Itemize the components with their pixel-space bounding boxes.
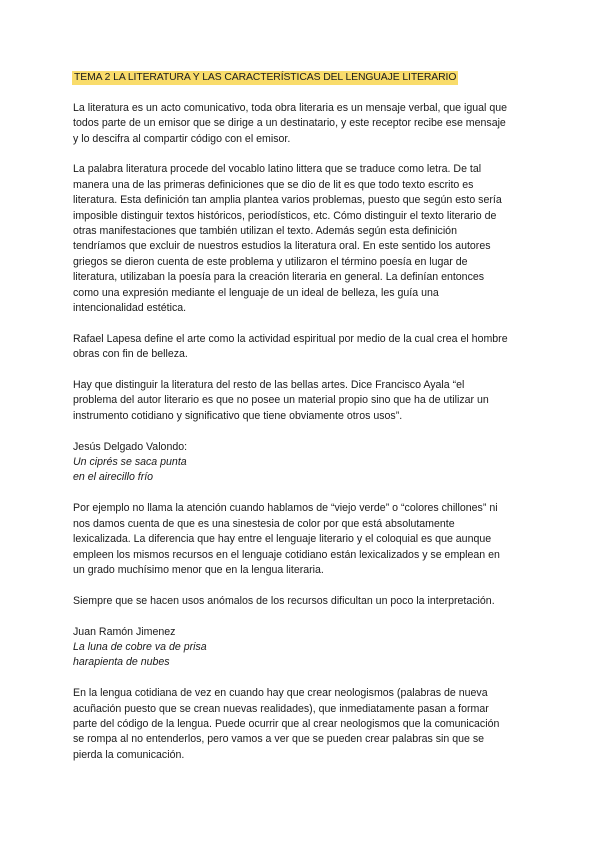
verse-line: La luna de cobre va de prisa — [73, 640, 207, 653]
quote-2 — [73, 625, 533, 671]
paragraph-2: La palabra literatura procede del vocablo latino littera que se traduce como letra. De tal manera una de las primeras definiciones que se dio de lit es que todo texto escrito es literatura. Esta definición tan amplia plantea varios problemas, puesto que según esto sería imposible distinguir textos históricos, periodísticos, etc. Cómo distinguir el texto literario de otras manifestaciones que también utilizan el texto. Además según esta definición tendríamos que excluir de nuestros estudios la literatura oral. En este sentido los autores griegos se dieron cuenta de este problema y utilizaron el término poesía en lugar de literatura, utilizaban la poesía para la creación literaria en general. La definían entonces como una expresión mediante el lenguaje de un ideal de belleza, les guía una intencionalidad estética. — [73, 163, 502, 315]
verse-line: en el airecillo frío — [73, 471, 154, 484]
paragraph-4: Hay que distinguir la literatura del resto de las bellas artes. Dice Francisco Ayala “el problema del autor literario es que no posee un material propio sino que ha de utilizar un instrumento cotidiano y significativo que tiene obviamente otros usos”. — [73, 379, 489, 422]
paragraph-1: La literatura es un acto comunicativo, toda obra literaria es un mensaje verbal, que igual que todos parte de un emisor que se dirige a un destinatario, y este receptor recibe ese mensaje y lo descifra al compartir código con el emisor. — [73, 101, 508, 145]
quote-1-author: Jesús Delgado Valondo: — [73, 440, 188, 453]
paragraph-6: Siempre que se hacen usos anómalos de los recursos dificultan un poco la interpretación. — [73, 594, 495, 607]
document-title: TEMA 2 LA LITERATURA Y LAS CARACTERÍSTICAS DEL LENGUAJE LITERARIO — [74, 72, 457, 83]
paragraph-7: En la lengua cotidiana de vez en cuando hay que crear neologismos (palabras de nueva acuñación puesto que se crean nuevas realidades), que inmediatamente pasan a formar parte del código de la lengua. Puede ocurrir que al crear neologismos que la comunicación se rompa al no entenderlos, pero vamos a ver que se pueden crear palabras sin que se pierda la comunicación. — [73, 687, 500, 761]
document-page — [73, 70, 533, 763]
verse-line: Un ciprés se saca punta — [73, 456, 187, 469]
paragraph-5: Por ejemplo no llama la atención cuando hablamos de “viejo verde” o “colores chillones” ni nos damos cuenta de que es una sinestesia de color por que está absolutamente lexicalizada. La diferencia que hay entre el lenguaje literario y el coloquial es que aunque empleen los mismos recursos en el lenguaje cotidiano están lexicalizados y se emplean en un grado muchísimo menor que en la lengua literaria. — [73, 502, 500, 576]
quote-1 — [73, 440, 533, 486]
verse-line: harapienta de nubes — [73, 656, 170, 669]
quote-2-author: Juan Ramón Jimenez — [73, 625, 176, 638]
paragraph-3: Rafael Lapesa define el arte como la actividad espiritual por medio de la cual crea el hombre obras con fin de belleza. — [73, 332, 508, 361]
